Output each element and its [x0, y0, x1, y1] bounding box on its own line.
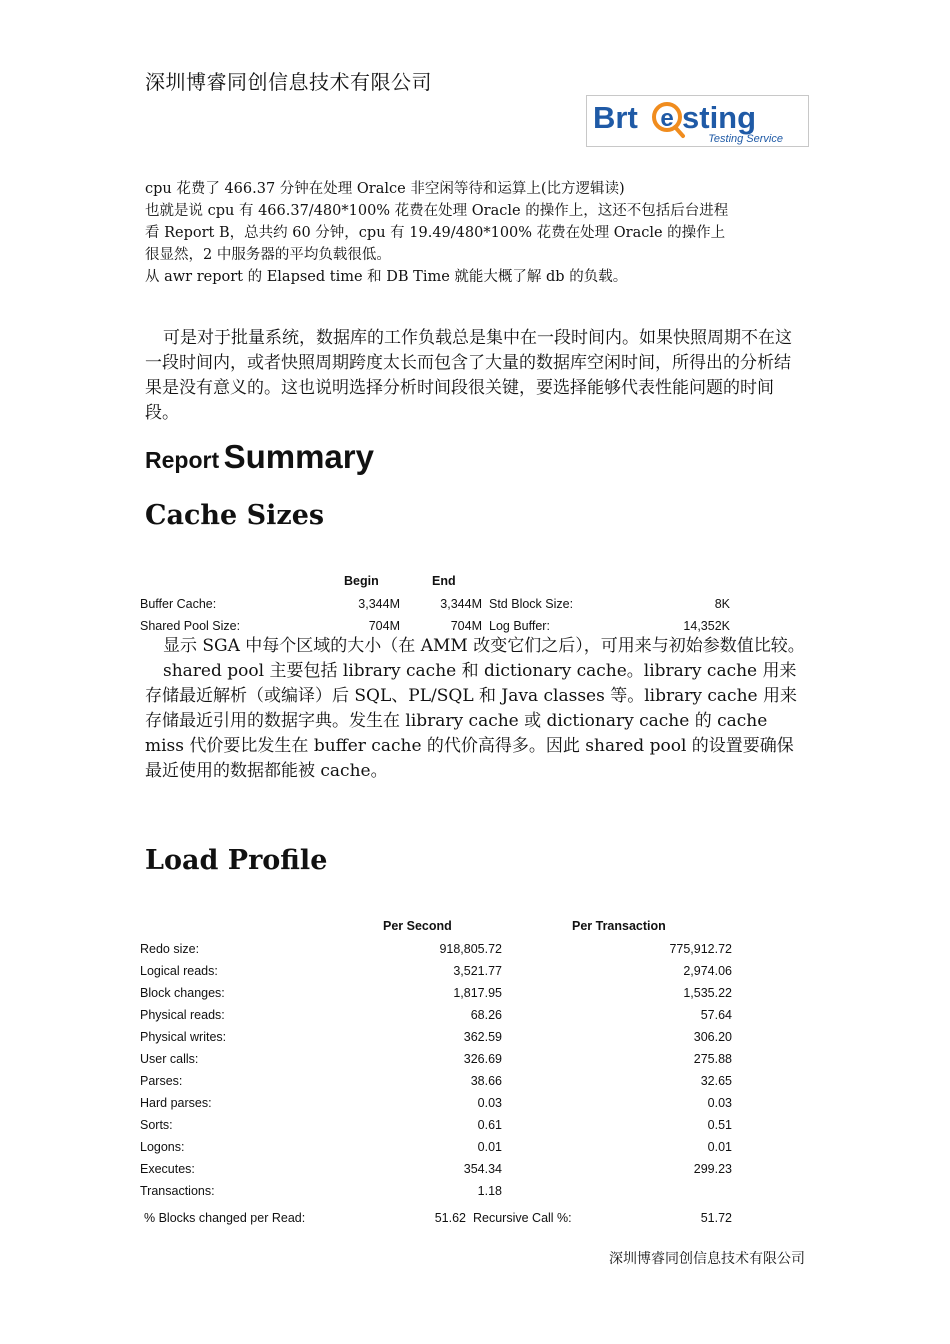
logo-tagline: Testing Service: [708, 133, 783, 145]
cache-paragraph: shared pool 主要包括 library cache 和 dictionary cache。library cache 用来存储最近解析（或编译）后 SQL、PL/SQL 和 Java classes 等。library cache 用来存储最近引用的数据字典。发生在 library cache 或 dictionary cache 的 cache miss 代价要比发生在 buffer cache 的代价高得多。因此 shared pool 的设置要确保最近使用的数据都能被 cache。: [145, 661, 797, 781]
load-row-label: Physical reads:: [140, 1008, 225, 1022]
cache-row-label2: Log Buffer:: [489, 619, 550, 633]
note-line: 很显然，2 中服务器的平均负载很低。: [145, 247, 391, 263]
cache-row-label: Buffer Cache:: [140, 597, 217, 611]
report-heading-big: Summary: [223, 438, 374, 475]
cache-row-label: Shared Pool Size:: [140, 619, 241, 633]
load-row-per-transaction: 306.20: [693, 1030, 732, 1044]
load-row-per-second: 38.66: [470, 1074, 502, 1088]
cache-sizes-table: [0, 574, 950, 636]
load-row-per-second: 1.18: [477, 1184, 502, 1198]
load-row-label: User calls:: [140, 1052, 199, 1066]
load-row-per-second: 326.69: [463, 1052, 502, 1066]
cache-row-label2: Std Block Size:: [489, 597, 574, 611]
load-row-per-transaction: 299.23: [693, 1162, 732, 1176]
cache-sizes-title: Cache Sizes: [145, 500, 325, 531]
note-line: 也就是说 cpu 有 466.37/480*100% 花费在处理 Oracle 的操作上，这还不包括后台进程: [145, 203, 729, 219]
logo-text-mid: e: [660, 105, 674, 132]
cache-sizes-description: [145, 634, 807, 784]
header-company-name: 深圳博睿同创信息技术有限公司: [145, 70, 432, 94]
recursive-call-value: 51.72: [700, 1211, 732, 1225]
intro-text: 可是对于批量系统，数据库的工作负载总是集中在一段时间内。如果快照周期不在这一段时间内，或者快照周期跨度太长而包含了大量的数据库空闲时间，所得出的分析结果是没有意义的。这也说明选择分析时间段很关键，要选择能够代表性能问题的时间段。: [145, 328, 792, 423]
load-row-per-second: 1,817.95: [453, 986, 502, 1000]
recursive-call-label: Recursive Call %:: [473, 1211, 572, 1225]
brtesting-logo: [586, 95, 809, 147]
logo-text-left: Brt: [593, 100, 638, 135]
cache-row-begin: 3,344M: [358, 597, 400, 611]
blocks-changed-label: % Blocks changed per Read:: [144, 1211, 306, 1225]
load-row-per-second: 0.03: [477, 1096, 502, 1110]
col-begin-header: Begin: [344, 574, 379, 588]
load-row-per-transaction: 0.03: [707, 1096, 732, 1110]
load-row-label: Parses:: [140, 1074, 183, 1088]
report-heading-small: Report: [145, 447, 220, 473]
load-row-per-second: 3,521.77: [453, 964, 502, 978]
load-profile-title: Load Profile: [145, 845, 328, 876]
load-row-label: Hard parses:: [140, 1096, 212, 1110]
load-row-per-second: 0.61: [477, 1118, 502, 1132]
note-line: 从 awr report 的 Elapsed time 和 DB Time 就能大概了解 db 的负载。: [145, 269, 628, 285]
intro-paragraph: [145, 326, 807, 426]
load-row-per-transaction: 57.64: [700, 1008, 732, 1022]
load-row-per-second: 68.26: [470, 1008, 502, 1022]
load-row-label: Executes:: [140, 1162, 195, 1176]
load-row-per-transaction: 775,912.72: [669, 942, 732, 956]
blocks-changed-value: 51.62: [434, 1211, 466, 1225]
load-row-per-second: 0.01: [477, 1140, 502, 1154]
load-row-label: Physical writes:: [140, 1030, 227, 1044]
cache-paragraph: 显示 SGA 中每个区域的大小（在 AMM 改变它们之后），可用来与初始参数值比较。: [163, 636, 805, 656]
load-row-per-transaction: 1,535.22: [683, 986, 732, 1000]
logo-text-right: sting: [682, 100, 757, 135]
note-line: 看 Report B，总共约 60 分钟，cpu 有 19.49/480*100% 花费在处理 Oracle 的操作上: [145, 225, 726, 241]
cache-row-end: 704M: [450, 619, 482, 633]
load-row-label: Sorts:: [140, 1118, 173, 1132]
footer-company-name: 深圳博睿同创信息技术有限公司: [609, 1251, 805, 1267]
note-line: cpu 花费了 466.37 分钟在处理 Oralce 非空闲等待和运算上(比方逻辑读): [145, 181, 625, 197]
load-row-per-second: 354.34: [463, 1162, 502, 1176]
load-row-per-transaction: 32.65: [700, 1074, 732, 1088]
load-row-per-second: 362.59: [463, 1030, 502, 1044]
cache-row-value2: 14,352K: [683, 619, 730, 633]
col-end-header: End: [432, 574, 456, 588]
load-row-per-transaction: 0.51: [707, 1118, 732, 1132]
load-row-label: Transactions:: [140, 1184, 215, 1198]
load-row-per-transaction: 0.01: [707, 1140, 732, 1154]
load-row-label: Block changes:: [140, 986, 225, 1000]
load-row-label: Logons:: [140, 1140, 185, 1154]
cache-row-begin: 704M: [368, 619, 400, 633]
col-per-second-header: Per Second: [383, 919, 452, 933]
cache-row-end: 3,344M: [440, 597, 482, 611]
cache-row-value2: 8K: [714, 597, 730, 611]
report-summary-heading: [145, 438, 374, 476]
load-profile-table: [0, 919, 950, 1229]
awr-notes: [145, 178, 728, 288]
load-row-per-second: 918,805.72: [439, 942, 502, 956]
load-row-per-transaction: 275.88: [693, 1052, 732, 1066]
load-row-label: Logical reads:: [140, 964, 218, 978]
load-row-per-transaction: 2,974.06: [683, 964, 732, 978]
load-row-label: Redo size:: [140, 942, 200, 956]
col-per-transaction-header: Per Transaction: [572, 919, 666, 933]
